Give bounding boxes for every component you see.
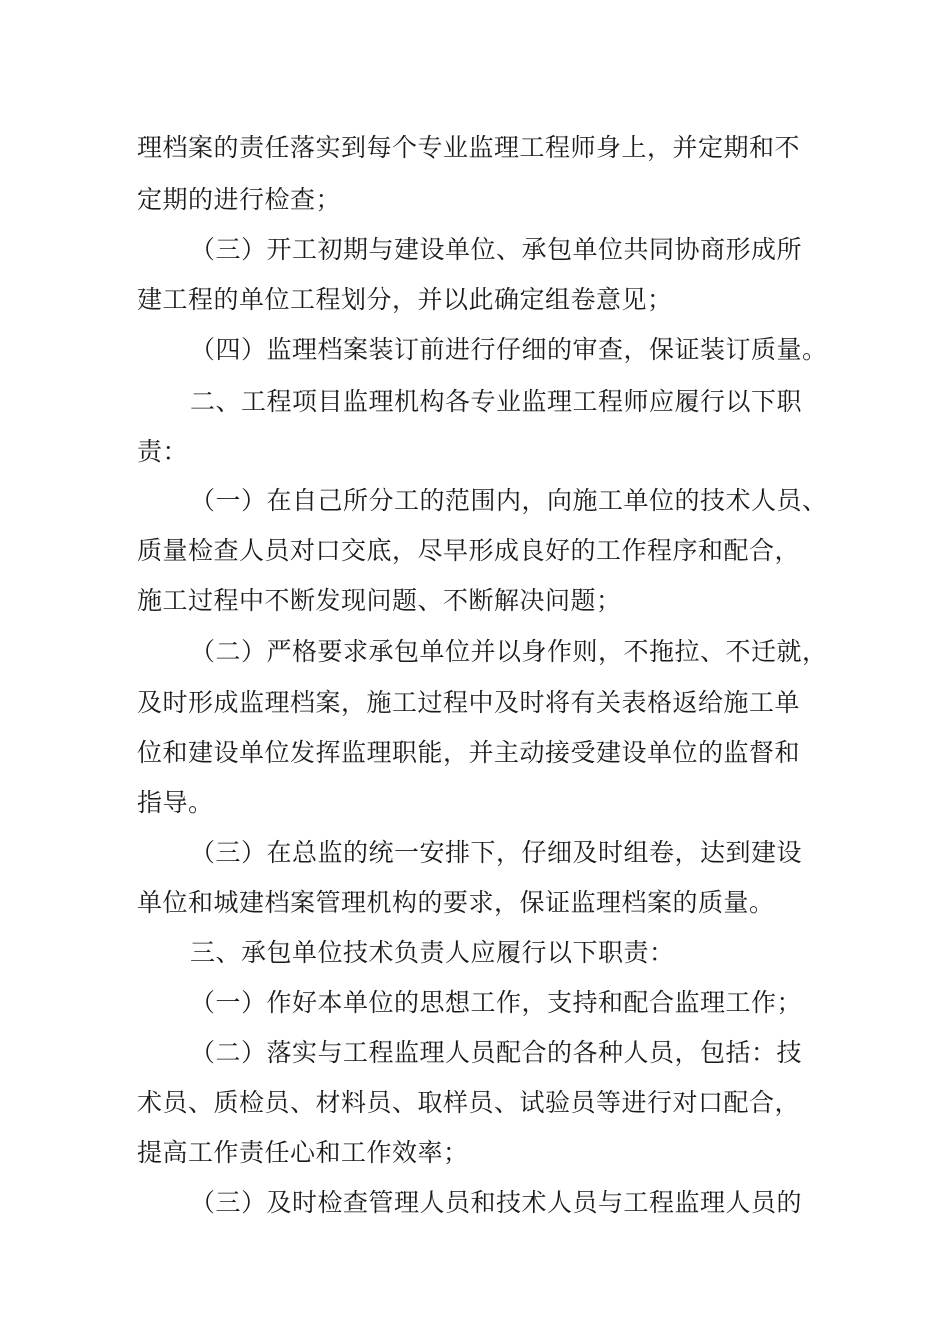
text-line: （一）作好本单位的思想工作，支持和配合监理工作； xyxy=(190,988,803,1017)
text-line: （三）及时检查管理人员和技术人员与工程监理人员的 xyxy=(190,1188,803,1217)
text-line: 责： xyxy=(137,437,189,466)
text-line: 施工过程中不断发现问题、不断解决问题； xyxy=(137,586,622,615)
text-line: 理档案的责任落实到每个专业监理工程师身上，并定期和不 xyxy=(137,133,801,162)
text-line: （三）在总监的统一安排下，仔细及时组卷，达到建设 xyxy=(190,838,803,867)
text-line: 位和建设单位发挥监理职能，并主动接受建设单位的监督和 xyxy=(137,738,801,767)
text-line: 定期的进行检查； xyxy=(137,185,342,214)
text-line: 二、工程项目监理机构各专业监理工程师应履行以下职 xyxy=(190,387,803,416)
text-line: （一）在自己所分工的范围内，向施工单位的技术人员、 xyxy=(190,486,828,515)
text-line: 提高工作责任心和工作效率； xyxy=(137,1138,469,1167)
text-line: 指导。 xyxy=(137,788,214,817)
text-line: 质量检查人员对口交底，尽早形成良好的工作程序和配合， xyxy=(137,536,801,565)
text-line: （二）落实与工程监理人员配合的各种人员，包括：技 xyxy=(190,1038,803,1067)
text-line: 单位和城建档案管理机构的要求，保证监理档案的质量。 xyxy=(137,888,775,917)
text-line: 术员、质检员、材料员、取样员、试验员等进行对口配合， xyxy=(137,1088,801,1117)
text-line: （四）监理档案装订前进行仔细的审查，保证装订质量。 xyxy=(190,335,828,364)
text-line: 三、承包单位技术负责人应履行以下职责： xyxy=(190,938,675,967)
text-line: 建工程的单位工程划分，并以此确定组卷意见； xyxy=(137,285,673,314)
text-line: （二）严格要求承包单位并以身作则，不拖拉、不迁就， xyxy=(190,637,828,666)
text-line: （三）开工初期与建设单位、承包单位共同协商形成所 xyxy=(190,235,803,264)
text-line: 及时形成监理档案，施工过程中及时将有关表格返给施工单 xyxy=(137,688,801,717)
